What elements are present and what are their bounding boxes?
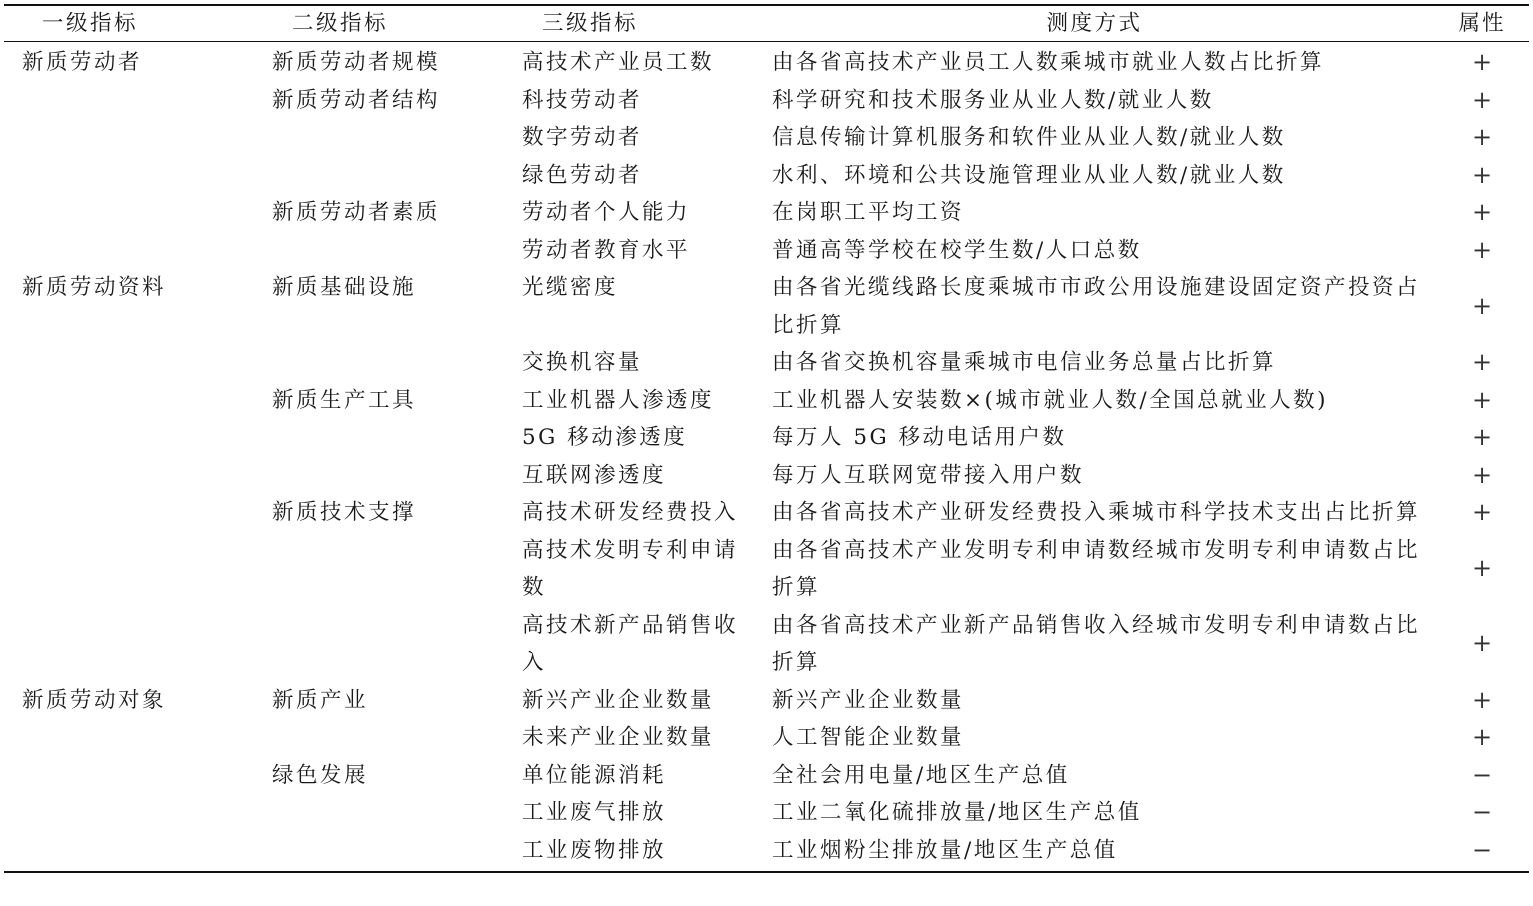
cell-level1 [4,607,254,682]
cell-attribute [1435,232,1529,270]
cell-measure [754,44,1435,82]
cell-attribute [1435,719,1529,757]
cell-attribute [1435,344,1529,382]
cell-level3-text: 高技术产业员工数 [522,50,715,75]
cell-level3-text: 高技术发明专利申请数 [522,537,739,600]
cell-level1 [4,344,254,382]
cell-level2 [254,194,504,232]
cell-level3-text: 劳动者教育水平 [522,237,691,263]
header-measure: 测度方式 [1046,11,1143,36]
table-row [4,494,1529,532]
cell-measure [754,607,1435,682]
cell-attribute-text: + [1471,723,1493,751]
cell-level1 [4,419,254,457]
cell-measure-text: 每万人互联网宽带接入用户数 [772,462,1085,488]
cell-attribute [1435,757,1529,795]
cell-level2 [254,794,504,832]
cell-level1 [4,82,254,120]
cell-level2 [254,44,504,82]
cell-level3 [504,832,754,870]
cell-level1-text: 新质劳动者 [22,50,143,75]
cell-level2-text: 绿色发展 [272,762,369,788]
table-row [4,194,1529,232]
table-row [4,457,1529,495]
cell-measure [754,794,1435,832]
cell-measure-text: 由各省高技术产业发明专利申请数经城市发明专利申请数占比折算 [772,537,1421,600]
table-row [4,44,1529,82]
cell-level3 [504,344,754,382]
cell-attribute-text: + [1471,291,1493,320]
table-row [4,232,1529,270]
cell-measure-text: 由各省交换机容量乘城市电信业务总量占比折算 [772,350,1277,375]
cell-level3-text: 绿色劳动者 [522,162,643,188]
cell-level3-text: 光缆密度 [522,275,619,300]
cell-measure [754,382,1435,420]
cell-measure [754,344,1435,382]
cell-measure [754,157,1435,195]
cell-attribute-text: + [1471,385,1493,414]
cell-level3-text: 工业废物排放 [522,837,667,863]
cell-level3 [504,82,754,120]
cell-level2 [254,607,504,682]
cell-measure [754,532,1435,607]
table-body [4,42,1529,871]
cell-measure-text: 普通高等学校在校学生数/人口总数 [772,237,1142,263]
cell-level2-text: 新质劳动者素质 [272,200,441,225]
cell-attribute-text: + [1471,235,1493,264]
cell-level2 [254,719,504,757]
cell-level3-text: 科技劳动者 [522,87,643,113]
cell-attribute-text: + [1471,348,1493,376]
cell-attribute [1435,607,1529,682]
cell-attribute-text: + [1471,198,1493,226]
cell-level1 [4,157,254,195]
cell-attribute [1435,682,1529,720]
table-row [4,157,1529,195]
cell-attribute-text: + [1471,629,1493,658]
cell-level3 [504,607,754,682]
cell-measure-text: 信息传输计算机服务和软件业从业人数/就业人数 [772,125,1286,150]
cell-level2 [254,832,504,870]
cell-level3 [504,682,754,720]
cell-attribute [1435,119,1529,157]
cell-measure-text: 工业烟粉尘排放量/地区生产总值 [772,837,1118,863]
cell-attribute-text: + [1471,48,1493,76]
cell-level3 [504,757,754,795]
cell-measure-text: 科学研究和技术服务业从业人数/就业人数 [772,87,1214,113]
cell-level2 [254,382,504,420]
cell-level2 [254,682,504,720]
cell-measure [754,194,1435,232]
cell-level3-text: 未来产业企业数量 [522,725,715,750]
table-row [4,794,1529,832]
cell-attribute-text: + [1471,685,1493,714]
cell-level3 [504,269,754,344]
cell-level2 [254,532,504,607]
cell-attribute [1435,419,1529,457]
cell-level3 [504,532,754,607]
cell-level1 [4,832,254,870]
cell-attribute-text: + [1471,498,1493,526]
cell-attribute-text: − [1471,760,1493,789]
cell-measure-text: 在岗职工平均工资 [772,200,965,225]
table-row [4,269,1529,344]
cell-level2-text: 新质劳动者结构 [272,87,441,113]
table-header-row [4,6,1529,41]
cell-attribute [1435,82,1529,120]
cell-level3-text: 高技术研发经费投入 [522,500,739,525]
cell-attribute-text: + [1471,460,1493,489]
cell-measure-text: 新兴产业企业数量 [772,687,965,713]
cell-measure-text: 由各省高技术产业新产品销售收入经城市发明专利申请数占比折算 [772,612,1421,675]
cell-level3 [504,194,754,232]
cell-attribute-text: + [1471,423,1493,451]
cell-measure-text: 人工智能企业数量 [772,725,965,750]
cell-level3 [504,44,754,82]
table-row [4,682,1529,720]
cell-level3-text: 新兴产业企业数量 [522,687,715,713]
cell-measure-text: 全社会用电量/地区生产总值 [772,762,1070,788]
cell-level3-text: 5G 移动渗透度 [522,425,688,450]
cell-attribute [1435,832,1529,870]
cell-level2-text: 新质生产工具 [272,387,417,413]
cell-level3-text: 数字劳动者 [522,125,643,150]
cell-level1 [4,794,254,832]
cell-attribute [1435,157,1529,195]
cell-level2 [254,82,504,120]
cell-measure [754,269,1435,344]
cell-attribute-text: + [1471,160,1493,189]
cell-level3-text: 互联网渗透度 [522,462,667,488]
cell-attribute-text: − [1471,835,1493,864]
cell-level1 [4,269,254,344]
cell-measure [754,719,1435,757]
cell-level1 [4,457,254,495]
cell-level2 [254,419,504,457]
cell-level3-text: 高技术新产品销售收入 [522,612,739,675]
cell-level2-text: 新质基础设施 [272,275,417,300]
table-row [4,119,1529,157]
cell-measure-text: 由各省高技术产业员工人数乘城市就业人数占比折算 [772,50,1325,75]
cell-level2-text: 新质劳动者规模 [272,50,441,75]
cell-measure-text: 工业机器人安装数×(城市就业人数/全国总就业人数) [772,387,1329,413]
cell-level2 [254,119,504,157]
cell-attribute-text: + [1471,85,1493,114]
cell-attribute [1435,494,1529,532]
table-bottom-rule [4,871,1529,873]
cell-level1-text: 新质劳动资料 [22,275,167,300]
cell-attribute [1435,44,1529,82]
cell-attribute-text: + [1471,554,1493,583]
cell-level1-text: 新质劳动对象 [22,687,167,713]
cell-measure [754,119,1435,157]
cell-level3-text: 工业机器人渗透度 [522,387,715,413]
cell-measure-text: 每万人 5G 移动电话用户数 [772,425,1067,450]
cell-measure [754,232,1435,270]
cell-level2 [254,757,504,795]
cell-measure [754,682,1435,720]
cell-level1 [4,719,254,757]
table-row [4,344,1529,382]
cell-level2 [254,457,504,495]
table-row [4,607,1529,682]
cell-level3-text: 单位能源消耗 [522,762,667,788]
cell-attribute [1435,532,1529,607]
cell-attribute [1435,382,1529,420]
table-row [4,382,1529,420]
cell-measure [754,494,1435,532]
cell-measure [754,419,1435,457]
table-row [4,419,1529,457]
cell-measure-text: 由各省光缆线路长度乘城市市政公用设施建设固定资产投资占比折算 [772,275,1421,338]
cell-level1 [4,757,254,795]
cell-level1 [4,232,254,270]
cell-level1 [4,119,254,157]
cell-attribute [1435,269,1529,344]
cell-level3-text: 工业废气排放 [522,800,667,825]
cell-attribute [1435,457,1529,495]
table-row [4,757,1529,795]
cell-level3-text: 劳动者个人能力 [522,200,691,225]
header-level2: 二级指标 [292,11,389,36]
cell-attribute [1435,194,1529,232]
cell-measure [754,757,1435,795]
cell-level3 [504,119,754,157]
cell-measure-text: 工业二氧化硫排放量/地区生产总值 [772,800,1142,825]
cell-level2 [254,157,504,195]
cell-level1 [4,494,254,532]
cell-measure [754,82,1435,120]
cell-attribute [1435,794,1529,832]
cell-level1 [4,532,254,607]
cell-measure-text: 由各省高技术产业研发经费投入乘城市科学技术支出占比折算 [772,500,1421,525]
cell-level3-text: 交换机容量 [522,350,643,375]
cell-level2 [254,269,504,344]
cell-level2-text: 新质产业 [272,687,369,713]
cell-level3 [504,794,754,832]
header-level3: 三级指标 [542,11,639,36]
cell-level3 [504,419,754,457]
cell-level3 [504,157,754,195]
cell-level3 [504,494,754,532]
cell-measure [754,457,1435,495]
header-level1: 一级指标 [42,11,139,36]
cell-level2 [254,232,504,270]
cell-level2 [254,344,504,382]
table-row [4,82,1529,120]
cell-level3 [504,719,754,757]
cell-level1 [4,194,254,232]
cell-level1 [4,682,254,720]
table-row [4,532,1529,607]
cell-measure [754,832,1435,870]
cell-attribute-text: + [1471,123,1493,151]
cell-measure-text: 水利、环境和公共设施管理业从业人数/就业人数 [772,162,1286,188]
table-row [4,832,1529,870]
cell-level3 [504,232,754,270]
indicator-table [4,4,1529,873]
cell-level1 [4,44,254,82]
header-attribute: 属性 [1458,11,1506,36]
cell-level2 [254,494,504,532]
cell-level3 [504,457,754,495]
cell-level3 [504,382,754,420]
cell-level1 [4,382,254,420]
cell-level2-text: 新质技术支撑 [272,500,417,525]
cell-attribute-text: − [1471,798,1493,826]
table-row [4,719,1529,757]
